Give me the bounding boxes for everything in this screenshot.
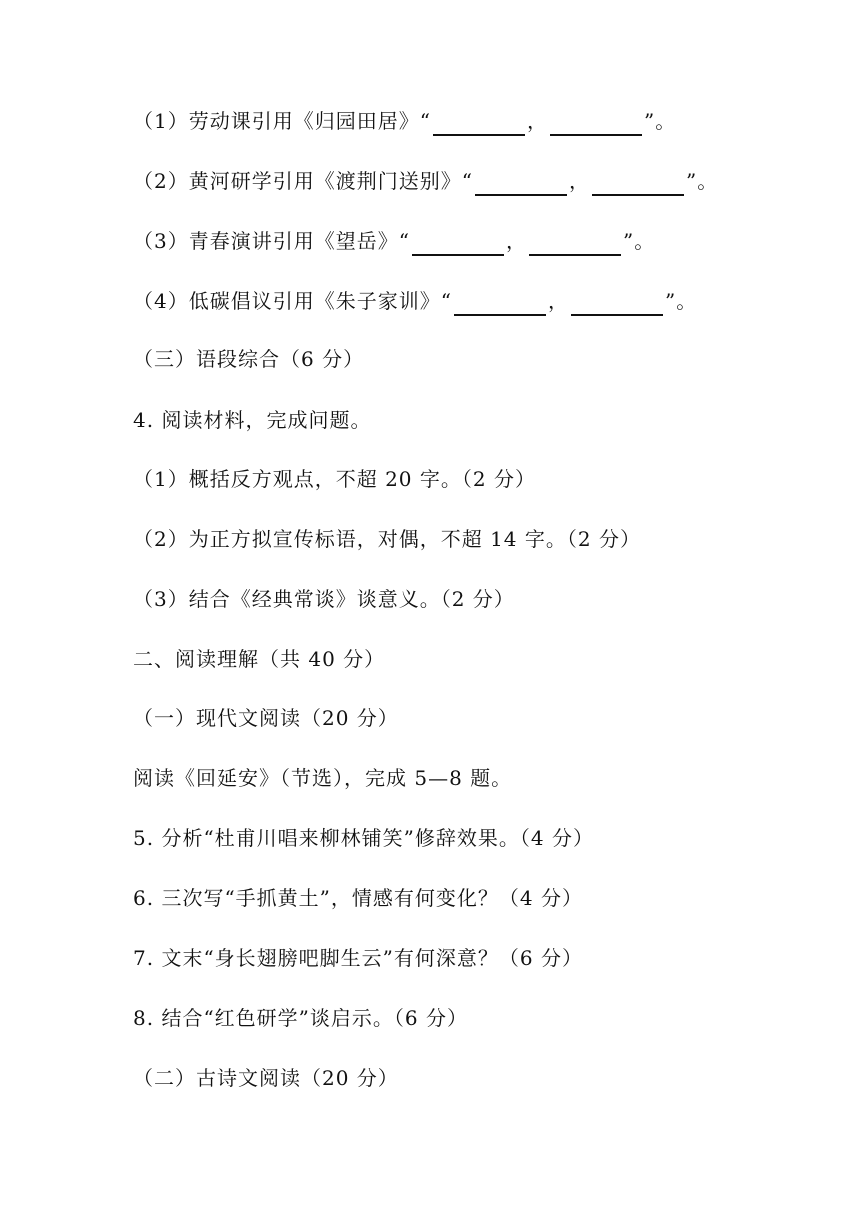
answer-blank[interactable] <box>475 170 567 196</box>
classical-reading-heading: （二）古诗文阅读（20 分） <box>133 1066 399 1090</box>
answer-blank[interactable] <box>454 290 546 316</box>
question-5: 5. 分析“杜甫川唱来柳林铺笑”修辞效果。（4 分） <box>133 826 594 850</box>
item-text: 青春演讲引用《望岳》“ <box>188 229 410 253</box>
answer-blank[interactable] <box>550 110 642 136</box>
item-number: （3） <box>133 229 189 253</box>
separator: ， <box>568 169 590 193</box>
item-text: 黄河研学引用《渡荆门送别》“ <box>188 169 473 193</box>
answer-blank[interactable] <box>433 110 525 136</box>
quote-item-2 <box>133 166 718 196</box>
sub-question-3: （3）结合《经典常谈》谈意义。（2 分） <box>133 587 515 611</box>
item-end: ”。 <box>664 289 698 313</box>
answer-blank[interactable] <box>592 170 684 196</box>
item-number: （1） <box>133 109 189 133</box>
item-number: （2） <box>133 169 189 193</box>
question-6: 6. 三次写“手抓黄土”，情感有何变化？（4 分） <box>133 886 583 910</box>
quote-item-3 <box>133 226 655 256</box>
separator: ， <box>526 109 548 133</box>
item-end: ”。 <box>685 169 719 193</box>
modern-reading-heading: （一）现代文阅读（20 分） <box>133 706 399 730</box>
reading-instruction: 阅读《回延安》（节选），完成 5—8 题。 <box>133 766 513 790</box>
section-heading-3: （三）语段综合（6 分） <box>133 347 365 371</box>
answer-blank[interactable] <box>529 230 621 256</box>
question-8: 8. 结合“红色研学”谈启示。（6 分） <box>133 1006 468 1030</box>
item-end: ”。 <box>643 109 677 133</box>
item-text: 劳动课引用《归园田居》“ <box>188 109 431 133</box>
part-heading: 二、阅读理解（共 40 分） <box>133 647 386 671</box>
question-7: 7. 文末“身长翅膀吧脚生云”有何深意？（6 分） <box>133 946 583 970</box>
answer-blank[interactable] <box>571 290 663 316</box>
quote-item-4 <box>133 286 697 316</box>
item-number: （4） <box>133 289 189 313</box>
separator: ， <box>505 229 527 253</box>
question-4: 4. 阅读材料，完成问题。 <box>133 408 372 432</box>
answer-blank[interactable] <box>412 230 504 256</box>
quote-item-1 <box>133 106 676 136</box>
item-end: ”。 <box>622 229 656 253</box>
sub-question-1: （1）概括反方观点，不超 20 字。（2 分） <box>133 467 536 491</box>
separator: ， <box>547 289 569 313</box>
sub-question-2: （2）为正方拟宣传标语，对偶，不超 14 字。（2 分） <box>133 527 641 551</box>
item-text: 低碳倡议引用《朱子家训》“ <box>188 289 452 313</box>
